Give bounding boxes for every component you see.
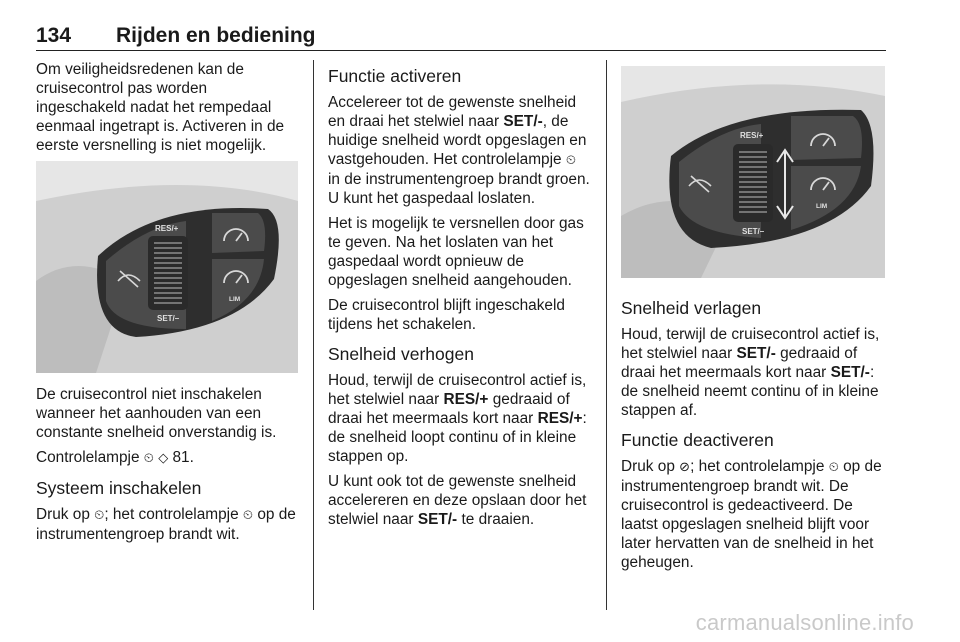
heading-verhogen: Snelheid verhogen <box>328 344 474 364</box>
column-1 <box>36 60 298 550</box>
set-label: SET/– <box>742 227 765 236</box>
verlagen-paragraph: Houd, terwijl de cruisecontrol actief is, het stelwiel naar SET/- gedraaid of draai het meermaals kort naar SET/-: de snelheid neemt continu of in kleine stappen af. <box>621 326 880 419</box>
verhogen-paragraph: Houd, terwijl de cruisecontrol actief is, het stelwiel naar RES/+ gedraaid of draai het meermaals kort naar RES/+: de snelheid loopt continu of in kleine stappen op. <box>328 372 587 465</box>
column-3 <box>621 60 887 578</box>
heading-deactiveren: Functie deactiveren <box>621 430 774 450</box>
page-header <box>36 24 886 51</box>
lim-label: LIM <box>229 296 241 303</box>
watermark: carmanualsonline.info <box>695 610 914 635</box>
opslaan-paragraph: U kunt ook tot de gewenste snelheid accelereren en deze opslaan door het stelwiel naar SET/- te draaien. <box>328 473 587 528</box>
heading-verlagen: Snelheid verlagen <box>621 298 762 318</box>
lamp-reference: Controlelampje ⏲ ◇ 81. <box>36 449 194 466</box>
intro-paragraph: Om veiligheidsredenen kan de cruisecontrol pas worden ingeschakeld nadat het rempedaal eenmaal ingetrapt is. Activeren in de eerste versnelling is niet mogelijk. <box>36 61 285 154</box>
cruise-lamp-icon: ⏲ <box>143 451 154 466</box>
warning-paragraph: De cruisecontrol niet inschakelen wanneer het aanhouden van een constante snelheid onverstandig is. <box>36 386 277 441</box>
cruise-lamp-icon: ⏲ <box>828 460 839 475</box>
thumbwheel-detail-photo <box>621 66 885 278</box>
page-ref-icon: ◇ <box>158 451 169 466</box>
column-divider <box>313 60 314 610</box>
chapter-title: Rijden en bediening <box>116 24 316 47</box>
cruise-lamp-icon: ⏲ <box>242 508 254 523</box>
column-2 <box>328 60 592 535</box>
res-label: RES/+ <box>740 131 764 140</box>
page-number: 134 <box>36 24 72 47</box>
schakelen-paragraph: De cruisecontrol blijft ingeschakeld tijdens het schakelen. <box>328 297 565 333</box>
cruise-lamp-icon: ⏲ <box>565 153 576 168</box>
heading-inschakelen: Systeem inschakelen <box>36 478 202 498</box>
activeren-paragraph: Accelereer tot de gewenste snelheid en draai het stelwiel naar SET/-, de huidige snelheid wordt opgeslagen en vastgehouden. Het controlelampje ⏲ in de instrumentengroep brandt groen. U kunt het gaspedaal loslaten. <box>328 94 590 207</box>
cruise-button-icon: ⏲ <box>94 508 105 523</box>
heading-activeren: Functie activeren <box>328 66 462 86</box>
inschakelen-paragraph: Druk op ⏲; het controlelampje ⏲ op de instrumentengroep brandt wit. <box>36 506 296 543</box>
steering-wheel-controls-photo <box>36 161 298 373</box>
cancel-button-icon: ⊘ <box>679 460 691 475</box>
versnellen-paragraph: Het is mogelijk te versnellen door gas te geven. Na het loslaten van het gaspedaal wordt opnieuw de opgeslagen snelheid aangehouden. <box>328 215 584 289</box>
res-label: RES/+ <box>155 224 179 233</box>
lim-label: LIM <box>816 203 828 210</box>
set-label: SET/– <box>157 314 180 323</box>
deactiveren-paragraph: Druk op ⊘; het controlelampje ⏲ op de instrumentengroep brandt wit. De cruisecontrol is gedeactiveerd. De laatst opgeslagen snelheid blijft voor later hervatten van de snelheid in het geheugen. <box>621 458 882 571</box>
column-divider <box>606 60 607 610</box>
